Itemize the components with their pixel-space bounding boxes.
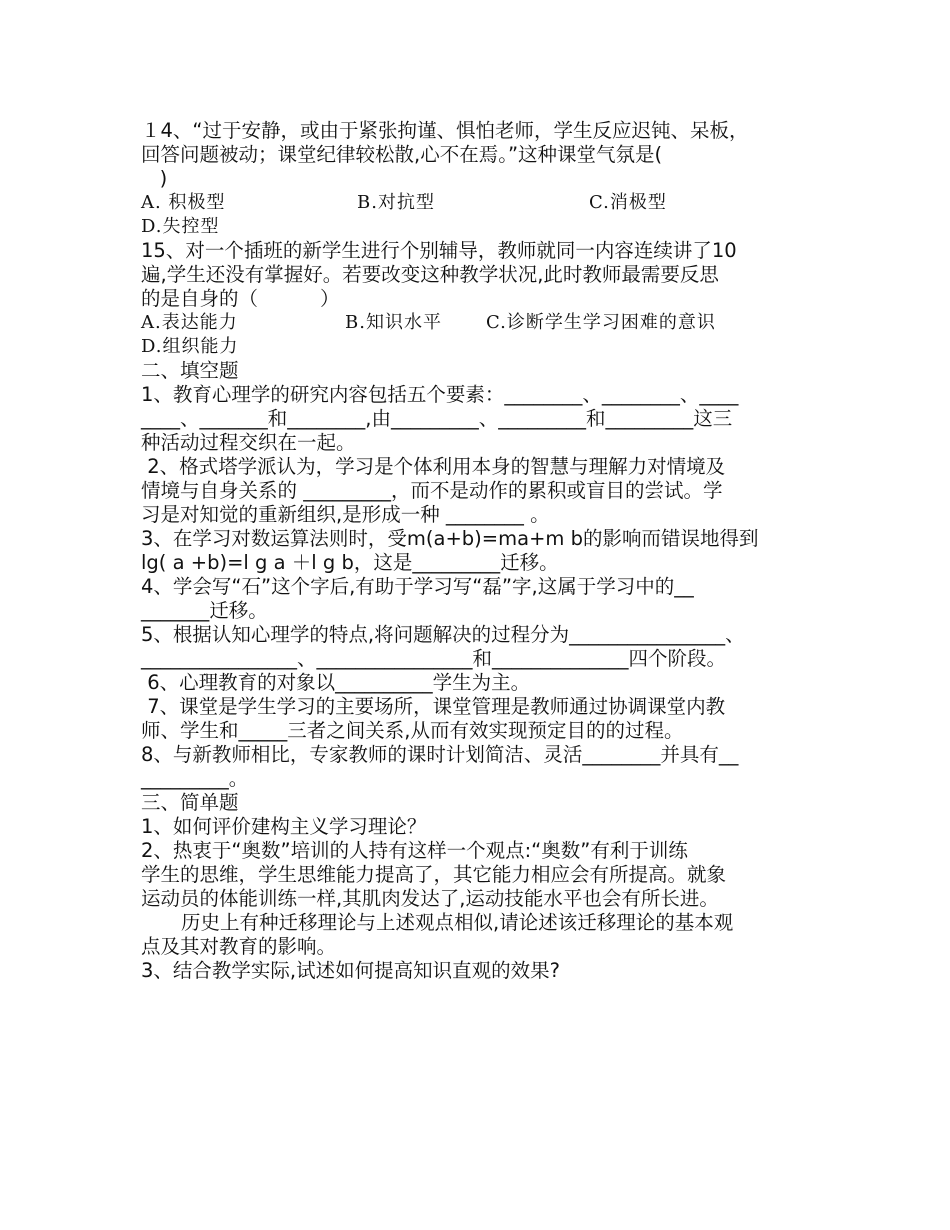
s2-line-16: 8、与新教师相比，专家教师的课时计划简洁、灵活________并具有__ bbox=[141, 743, 739, 766]
q14-option-b: B.对抗型 bbox=[357, 192, 435, 213]
q14-line-2: 回答问题被动；课堂纪律较松散,心不在焉。”这种课堂气氛是( bbox=[141, 143, 663, 166]
s2-line-13: 6、心理教育的对象以__________学生为主。 bbox=[141, 671, 531, 694]
s2-line-8: lg( a +b)=l g a ＋l g b，这是_________迁移。 bbox=[141, 551, 559, 574]
s3-line-6: 点及其对教育的影响。 bbox=[141, 935, 337, 958]
s2-line-9: 4、学会写“石”这个字后,有助于学习写“磊”字,这属于学习中的__ bbox=[141, 575, 694, 598]
s3-line-2: 2、热衷于“奥数”培训的人持有这样一个观点:“奥数”有利于训练 bbox=[141, 839, 688, 862]
s2-line-17: _________。 bbox=[141, 767, 249, 790]
q15-option-d: D.组织能力 bbox=[141, 336, 239, 357]
q15-option-c: C.诊断学生学习困难的意识 bbox=[486, 312, 716, 333]
q15-options-row bbox=[141, 311, 811, 335]
section-3-title: 三、简单题 bbox=[141, 791, 239, 814]
q14-line-1: １4、“过于安静，或由于紧张拘谨、惧怕老师，学生反应迟钝、呆板， bbox=[141, 119, 749, 142]
s2-line-2: ____、_______和________,由_________、_________和_________这三 bbox=[141, 407, 733, 430]
q14-option-d: D.失控型 bbox=[141, 216, 220, 237]
s2-line-1: 1、教育心理学的研究内容包括五个要素：________、________、____ bbox=[141, 383, 739, 406]
s2-line-4: 2、格式塔学派认为，学习是个体利用本身的智慧与理解力对情境及 bbox=[141, 455, 726, 478]
q15-line-3: 的是自身的（ ） bbox=[141, 287, 340, 310]
q14-option-a: A. 积极型 bbox=[141, 192, 226, 213]
q14-line-3: ) bbox=[141, 167, 168, 190]
q15-line-2: 遍,学生还没有掌握好。若要改变这种教学状况,此时教师最需要反思 bbox=[141, 263, 719, 286]
s3-line-1: 1、如何评价建构主义学习理论？ bbox=[141, 815, 427, 838]
q14-option-c: C.消极型 bbox=[589, 192, 667, 213]
q15-option-b: B.知识水平 bbox=[345, 312, 442, 333]
s3-line-7: 3、结合教学实际,试述如何提高知识直观的效果? bbox=[141, 959, 560, 982]
s3-line-5: 历史上有种迁移理论与上述观点相似,请论述该迁移理论的基本观 bbox=[181, 911, 734, 934]
s2-line-12: ________________、________________和______________四个阶段。 bbox=[141, 647, 727, 670]
s2-line-10: _______迁移。 bbox=[141, 599, 268, 622]
q14-options-row bbox=[141, 191, 811, 215]
s2-line-5: 情境与自身关系的 _________，而不是动作的累积或盲目的尝试。学 bbox=[141, 479, 723, 502]
q15-line-1: 15、对一个插班的新学生进行个别辅导，教师就同一内容连续讲了10 bbox=[141, 239, 737, 262]
s2-line-3: 种活动过程交织在一起。 bbox=[141, 431, 356, 454]
s2-line-7: 3、在学习对数运算法则时，受m(a+b)=ma+m b的影响而错误地得到 bbox=[141, 527, 759, 550]
s2-line-6: 习是对知觉的重新组织,是形成一种 ________ 。 bbox=[141, 503, 550, 526]
s3-line-3: 学生的思维，学生思维能力提高了，其它能力相应会有所提高。就象 bbox=[141, 863, 727, 886]
page-content bbox=[141, 119, 811, 983]
s2-line-11: 5、根据认知心理学的特点,将问题解决的过程分为________________、 bbox=[141, 623, 745, 646]
s2-line-14: 7、课堂是学生学习的主要场所，课堂管理是教师通过协调课堂内教 bbox=[141, 695, 726, 718]
s3-line-4: 运动员的体能训练一样,其肌肉发达了,运动技能水平也会有所长进。 bbox=[141, 887, 719, 910]
q15-option-a: A.表达能力 bbox=[141, 312, 238, 333]
section-2-title: 二、填空题 bbox=[141, 359, 239, 382]
s2-line-15: 师、学生和_____三者之间关系,从而有效实现预定目的的过程。 bbox=[141, 719, 684, 742]
